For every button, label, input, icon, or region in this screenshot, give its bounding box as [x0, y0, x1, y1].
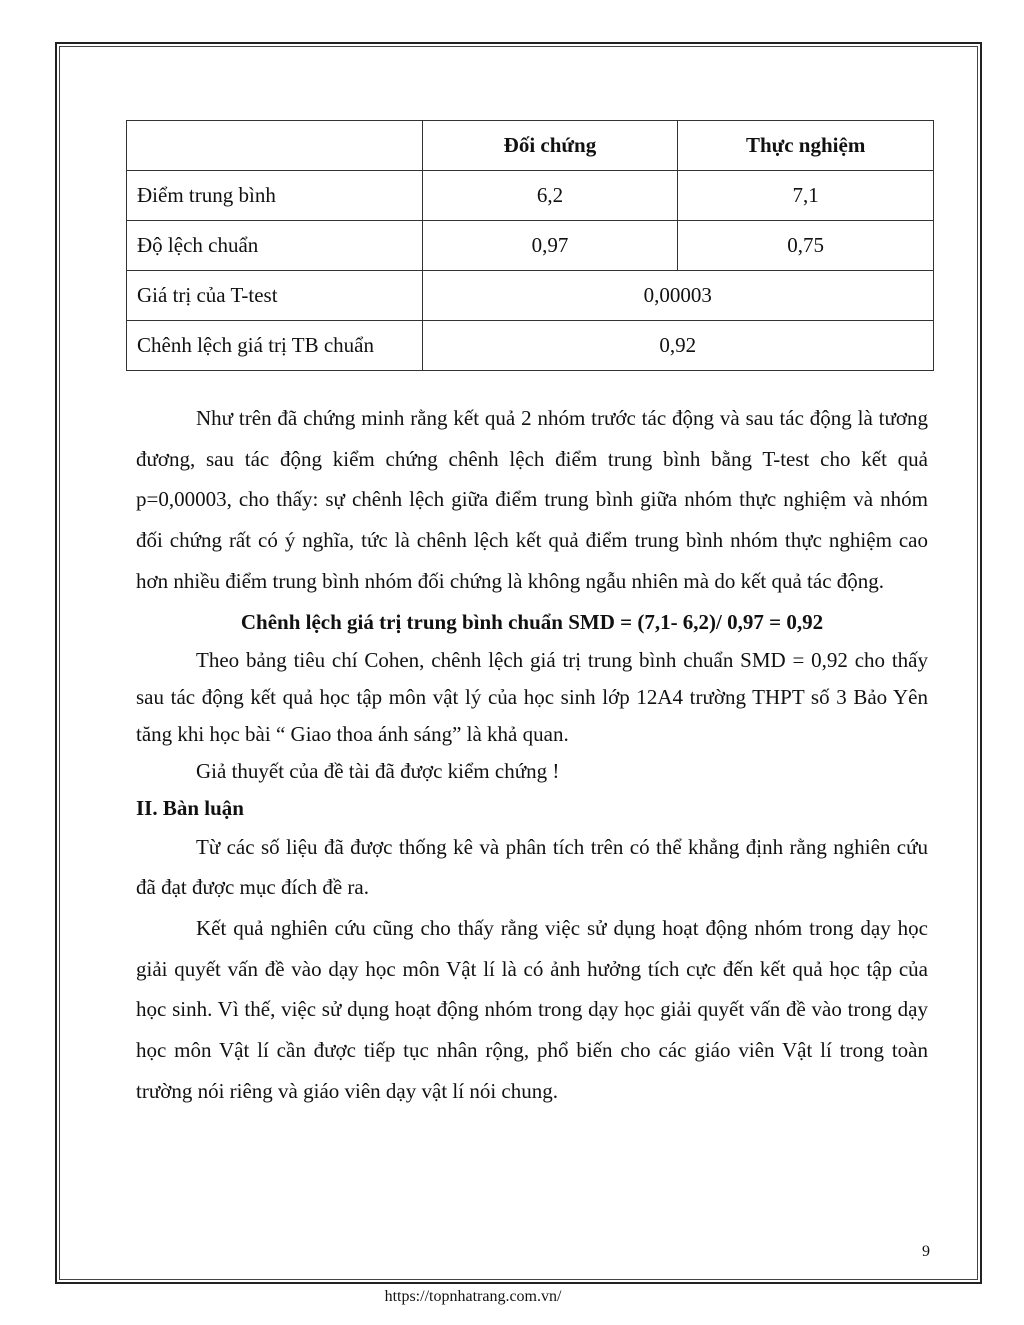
table-row: [127, 171, 934, 221]
table-header-row: [127, 121, 934, 171]
table-row: [127, 221, 934, 271]
paragraph-discussion-1: Từ các số liệu đã được thống kê và phân tích trên có thể khẳng định rằng nghiên cứu đã đạt được mục đích đề ra.: [136, 834, 928, 900]
control-value: 6,2: [422, 171, 678, 221]
control-value: 0,97: [422, 221, 678, 271]
table-row: [127, 271, 934, 321]
paragraph-ttest-conclusion: Như trên đã chứng minh rằng kết quả 2 nhóm trước tác động và sau tác động là tương đương, sau tác động kiểm chứng chênh lệch điểm trung bình bằng T-test cho kết quả p=0,00003, cho thấy: sự chênh lệch giữa điểm trung bình giữa nhóm thực nghiệm và nhóm đối chứng rất có ý nghĩa, tức là chênh lệch kết quả điểm trung bình nhóm thực nghiệm cao hơn nhiều điểm trung bình nhóm đối chứng là không ngẫu nhiên mà do kết quả tác động.: [136, 406, 928, 593]
row-label: Giá trị của T-test: [127, 271, 423, 321]
section-heading: II. Bàn luận: [136, 795, 244, 820]
smd-formula: Chênh lệch giá trị trung bình chuẩn SMD = (7,1- 6,2)/ 0,97 = 0,92: [240, 609, 824, 634]
footer-url: https://topnhatrang.com.vn/: [384, 1288, 562, 1305]
paragraph-discussion-2: Kết quả nghiên cứu cũng cho thấy rằng việc sử dụng hoạt động nhóm trong dạy học giải quyết vấn đề vào dạy học môn Vật lí là có ảnh hưởng tích cực đến kết quả học tập của học sinh. Vì thế, việc sử dụng hoạt động nhóm trong dạy học giải quyết vấn đề vào trong dạy học môn Vật lí cần được tiếp tục nhân rộng, phổ biến cho các giáo viên Vật lí trong toàn trường nói riêng và giáo viên dạy vật lí nói chung.: [136, 915, 928, 1103]
paragraph-hypothesis: Giả thuyết của đề tài đã được kiểm chứng !: [196, 758, 560, 783]
merged-value: 0,00003: [422, 271, 933, 321]
experimental-value: 0,75: [678, 221, 934, 271]
body-content: [136, 398, 928, 1111]
row-label: Điểm trung bình: [127, 171, 423, 221]
experimental-value: 7,1: [678, 171, 934, 221]
table-header-empty: [127, 121, 423, 171]
merged-value: 0,92: [422, 321, 933, 371]
paragraph-cohen: Theo bảng tiêu chí Cohen, chênh lệch giá trị trung bình chuẩn SMD = 0,92 cho thấy sau tác động kết quả học tập môn vật lý của học sinh lớp 12A4 trường THPT số 3 Bảo Yên tăng khi học bài “ Giao thoa ánh sáng” là khả quan.: [136, 647, 928, 746]
table-row: [127, 321, 934, 371]
page-number: 9: [922, 1243, 930, 1260]
row-label: Độ lệch chuẩn: [127, 221, 423, 271]
table-header-control: Đối chứng: [422, 121, 678, 171]
table-header-experimental: Thực nghiệm: [678, 121, 934, 171]
row-label: Chênh lệch giá trị TB chuẩn: [127, 321, 423, 371]
results-table: [126, 120, 934, 371]
